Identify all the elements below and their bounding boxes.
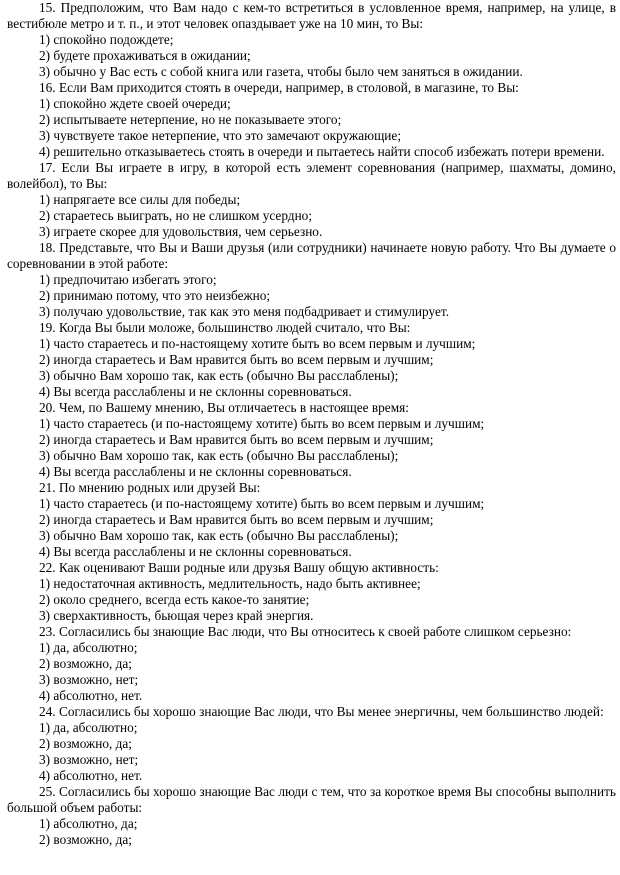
- question-20: [7, 400, 616, 480]
- answer-option: 2) испытываете нетерпение, но не показываете этого;: [39, 112, 342, 127]
- question-16: [7, 80, 616, 160]
- answer-option: 3) получаю удовольствие, так как это меня подбадривает и стимулирует.: [39, 304, 450, 319]
- answer-option: 1) абсолютно, да;: [39, 816, 138, 831]
- answer-option: 2) иногда стараетесь и Вам нравится быть во всем первым и лучшим;: [39, 432, 434, 447]
- answer-option: 2) принимаю потому, что это неизбежно;: [39, 288, 271, 303]
- question-24: [7, 704, 616, 784]
- answer-option: 1) спокойно ждете своей очереди;: [39, 96, 231, 111]
- question-25: [7, 784, 616, 848]
- answer-option: 3) чувствуете такое нетерпение, что это замечают окружающие;: [39, 128, 402, 143]
- answer-option: 4) абсолютно, нет.: [39, 768, 143, 783]
- answer-option: 3) обычно у Вас есть с собой книга или газета, чтобы было чем заняться в ожидании.: [39, 64, 523, 79]
- answer-option: 4) Вы всегда расслаблены и не склонны соревноваться.: [39, 464, 352, 479]
- question-21: [7, 480, 616, 560]
- answer-option: 2) иногда стараетесь и Вам нравится быть во всем первым и лучшим;: [39, 512, 434, 527]
- answer-option: 1) предпочитаю избегать этого;: [39, 272, 217, 287]
- answer-option: 2) около среднего, всегда есть какое-то занятие;: [39, 592, 310, 607]
- answer-option: 3) возможно, нет;: [39, 672, 139, 687]
- question-text: 23. Согласились бы знающие Вас люди, что Вы относитесь к своей работе слишком серьезно:: [39, 624, 572, 639]
- answer-option: 2) будете прохаживаться в ожидании;: [39, 48, 251, 63]
- answer-option: 1) часто стараетесь (и по-настоящему хотите) быть во всем первым и лучшим;: [39, 496, 485, 511]
- question-text: 25. Согласились бы хорошо знающие Вас люди с тем, что за короткое время Вы способны выполнить большой объем работы:: [7, 784, 616, 815]
- question-text: 19. Когда Вы были моложе, большинство людей считало, что Вы:: [39, 320, 411, 335]
- question-23: [7, 624, 616, 704]
- question-text: 20. Чем, по Вашему мнению, Вы отличаетесь в настоящее время:: [39, 400, 409, 415]
- answer-option: 1) да, абсолютно;: [39, 720, 138, 735]
- answer-option: 2) иногда стараетесь и Вам нравится быть во всем первым и лучшим;: [39, 352, 434, 367]
- answer-option: 3) обычно Вам хорошо так, как есть (обычно Вы расслаблены);: [39, 448, 399, 463]
- question-text: 24. Согласились бы хорошо знающие Вас люди, что Вы менее энергичны, чем большинство людей:: [39, 704, 604, 719]
- answer-option: 2) возможно, да;: [39, 656, 132, 671]
- answer-option: 4) абсолютно, нет.: [39, 688, 143, 703]
- question-text: 18. Представьте, что Вы и Ваши друзья (или сотрудники) начинаете новую работу. Что Вы думаете о соревновании в этой работе:: [7, 240, 616, 271]
- answer-option: 2) стараетесь выиграть, но не слишком усердно;: [39, 208, 313, 223]
- question-text: 21. По мнению родных или друзей Вы:: [39, 480, 261, 495]
- answer-option: 3) обычно Вам хорошо так, как есть (обычно Вы расслаблены);: [39, 368, 399, 383]
- answer-option: 1) напрягаете все силы для победы;: [39, 192, 241, 207]
- question-22: [7, 560, 616, 624]
- question-text: 16. Если Вам приходится стоять в очереди, например, в столовой, в магазине, то Вы:: [39, 80, 519, 95]
- answer-option: 1) спокойно подождете;: [39, 32, 174, 47]
- question-15: [7, 0, 616, 80]
- answer-option: 3) обычно Вам хорошо так, как есть (обычно Вы расслаблены);: [39, 528, 399, 543]
- answer-option: 3) играете скорее для удовольствия, чем серьезно.: [39, 224, 323, 239]
- answer-option: 4) решительно отказываетесь стоять в очереди и пытаетесь найти способ избежать потери времени.: [39, 144, 605, 159]
- answer-option: 2) возможно, да;: [39, 832, 132, 847]
- answer-option: 4) Вы всегда расслаблены и не склонны соревноваться.: [39, 384, 352, 399]
- question-text: 15. Предположим, что Вам надо с кем-то встретиться в условленное время, например, на улице, в вестибюле метро и т. п., и этот человек опаздывает уже на 10 мин, то Вы:: [7, 0, 616, 31]
- question-19: [7, 320, 616, 400]
- question-text: 22. Как оценивают Ваши родные или друзья Вашу общую активность:: [39, 560, 439, 575]
- answer-option: 3) сверхактивность, бьющая через край энергия.: [39, 608, 314, 623]
- answer-option: 1) да, абсолютно;: [39, 640, 138, 655]
- question-text: 17. Если Вы играете в игру, в которой есть элемент соревнования (например, шахматы, домино, волейбол), то Вы:: [7, 160, 616, 191]
- question-17: [7, 160, 616, 240]
- answer-option: 1) недостаточная активность, медлительность, надо быть активнее;: [39, 576, 421, 591]
- question-18: [7, 240, 616, 320]
- answer-option: 4) Вы всегда расслаблены и не склонны соревноваться.: [39, 544, 352, 559]
- answer-option: 3) возможно, нет;: [39, 752, 139, 767]
- answer-option: 1) часто стараетесь (и по-настоящему хотите) быть во всем первым и лучшим;: [39, 416, 485, 431]
- answer-option: 1) часто стараетесь и по-настоящему хотите быть во всем первым и лучшим;: [39, 336, 476, 351]
- answer-option: 2) возможно, да;: [39, 736, 132, 751]
